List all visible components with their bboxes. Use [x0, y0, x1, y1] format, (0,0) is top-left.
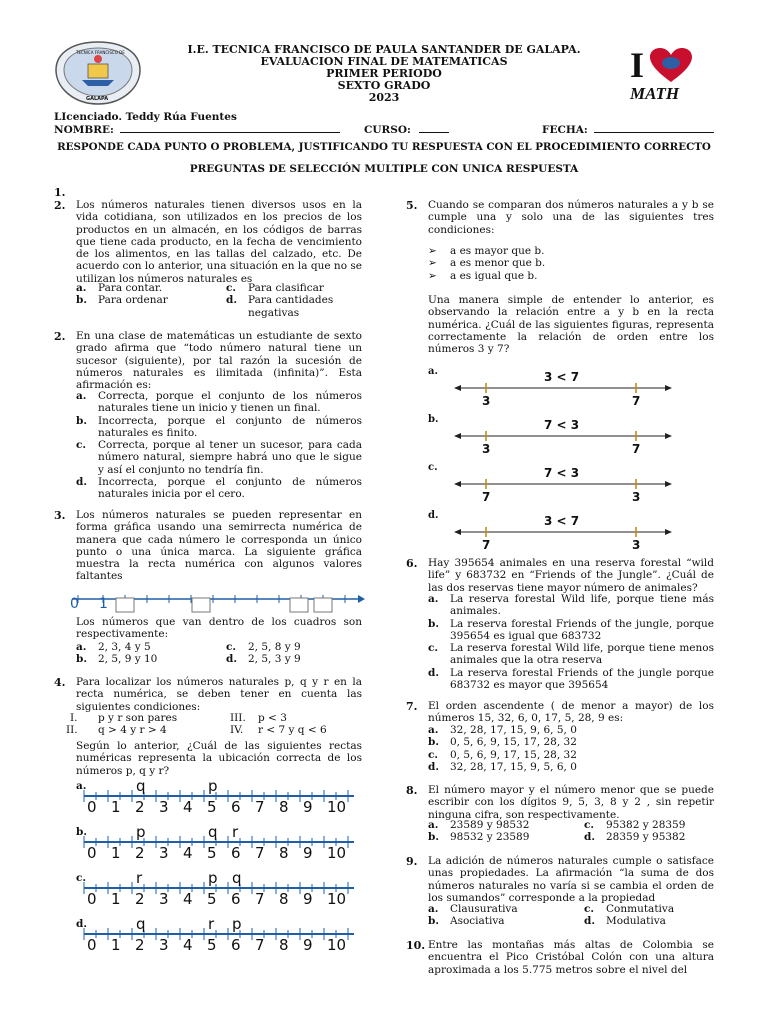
question-9-number: 9. [406, 855, 418, 868]
tick-label: 6 [231, 936, 241, 954]
option-d[interactable]: d. 2, 5, 3 y 9 [226, 653, 301, 666]
option-c[interactable]: c. Correcta, porque al tener un sucesor, para cada número natural, siempre habrá uno que le sigue y así el conjunto no tendría fin. [76, 439, 362, 476]
question-2a-options [76, 282, 366, 319]
question-8-options [428, 819, 718, 844]
option-c[interactable]: c. Conmutativa [584, 903, 675, 915]
option-a[interactable]: a. La reserva forestal Wild life, porque tiene más animales. [428, 593, 714, 618]
option-c[interactable]: c. La reserva forestal Wild life, porque tiene menos animales que la otra reserva [428, 642, 714, 667]
name-field[interactable] [120, 123, 340, 133]
section-title: PREGUNTAS DE SELECCIÓN MULTIPLE CON UNICA RESPUESTA [189, 163, 579, 175]
tick-label: 1 [111, 890, 121, 908]
instructions: RESPONDE CADA PUNTO O PROBLEMA, JUSTIFICANDO TU RESPUESTA CON EL PROCEDIMIENTO CORRECTO [57, 141, 711, 153]
q4-option-line[interactable] [70, 914, 370, 960]
tick-label: 0 [87, 798, 97, 816]
exam-period: PRIMER PERIODO [326, 67, 442, 80]
tick-label: 9 [303, 936, 313, 954]
tick-label: 4 [183, 890, 193, 908]
option-d[interactable]: d. 28359 y 95382 [584, 831, 686, 844]
option-c[interactable]: c. 2, 5, 8 y 9 [226, 641, 301, 653]
option-c[interactable]: c. 95382 y 28359 [584, 819, 686, 831]
tick-label: 7 [482, 538, 491, 552]
tick-label: 3 [482, 394, 491, 408]
figure-title: 7 < 3 [544, 418, 580, 432]
q5-option-figure[interactable] [426, 508, 716, 556]
point-label: r [232, 823, 239, 841]
tick-label: 4 [183, 936, 193, 954]
option-b[interactable]: b. La reserva forestal Friends of the jungle, porque 395654 es igual que 683732 [428, 617, 714, 642]
tick-label: 4 [183, 844, 193, 862]
line-label-1: 1 [99, 596, 108, 612]
option-b[interactable]: b. Asociativa [428, 915, 505, 928]
arrow-right-icon [665, 481, 672, 487]
arrow-right-icon [665, 385, 672, 391]
tick-label: 2 [135, 844, 145, 862]
option-a[interactable]: a. 32, 28, 17, 15, 9, 6, 5, 0 [428, 724, 577, 736]
logo-bottom-text: GALAPA [86, 96, 109, 102]
question-8-number: 8. [406, 784, 418, 797]
tick-label: 0 [87, 890, 97, 908]
blank-box[interactable] [314, 598, 332, 612]
question-5-text: Cuando se comparan dos números naturales a y b se cumple una y solo una de las siguientes tres condiciones: [428, 199, 714, 236]
tick-label: 1 [111, 844, 121, 862]
point-label: p [208, 777, 218, 795]
question-6-options [428, 593, 714, 691]
tick-label: 5 [207, 890, 217, 908]
option-letter: c. [428, 462, 438, 473]
option-c[interactable]: c. 0, 5, 6, 9, 17, 15, 28, 32 [428, 748, 577, 761]
list-item: ➢ a es mayor que b. [428, 245, 545, 257]
q4-option-line[interactable] [70, 868, 370, 914]
question-5-bullets [428, 245, 545, 282]
tick-label: 9 [303, 798, 313, 816]
option-d[interactable]: d. La reserva forestal Friends of the jungle porque 683732 es mayor que 395654 [428, 666, 714, 692]
course-label: CURSO: [364, 124, 411, 136]
tick-label: 7 [632, 442, 641, 456]
list-item: ➢ a es menor que b. [428, 257, 546, 270]
option-a[interactable]: a. Clausurativa [428, 903, 518, 915]
tick-label: 0 [87, 844, 97, 862]
arrow-left-icon [454, 433, 461, 439]
option-a[interactable]: a. 2, 3, 4 y 5 [76, 641, 151, 653]
tick-label: 3 [482, 442, 491, 456]
tick-label: 6 [231, 890, 241, 908]
point-label: p [232, 915, 242, 933]
blank-box[interactable] [116, 598, 134, 612]
option-d[interactable]: d. Modulativa [584, 915, 666, 928]
tick-label: 8 [279, 890, 289, 908]
point-label: p [208, 869, 218, 887]
question-6-text: Hay 395654 animales en una reserva forestal “wild life” y 683732 en “Friends of the Jungle”. ¿Cuál de las dos reservas tiene mayor número de animales? [428, 557, 714, 594]
figure-title: 3 < 7 [544, 370, 580, 384]
question-4-number-lines [70, 776, 370, 954]
question-5-figures [426, 364, 716, 554]
tick-label: 2 [135, 798, 145, 816]
tick-label: 1 [111, 798, 121, 816]
option-b[interactable]: b. 2, 5, 9 y 10 [76, 653, 158, 666]
option-b[interactable]: b. Para ordenar [76, 294, 168, 307]
point-label: r [136, 869, 143, 887]
tick-label: 3 [632, 538, 641, 552]
date-row [542, 123, 714, 136]
name-row [54, 123, 340, 136]
option-d[interactable]: d. Para cantidades negativas [226, 294, 334, 319]
question-9-text: La adición de números naturales cumple o satisface unas propiedades. La afirmación “la suma de dos números naturales no varía si se cambia el orden de los sumandos” corresponde a la propiedad [428, 855, 714, 904]
line-label-0: 0 [70, 596, 79, 612]
tick-label: 5 [207, 844, 217, 862]
tick-label: 0 [87, 936, 97, 954]
question-3-text: Los números naturales se pueden representar en forma gráfica usando una semirrecta numérica de manera que cada número le corresponda un único punto o una única marca. La siguiente gráfica muestra la recta numérica con algunos valores faltantes [76, 509, 362, 583]
heart-icon [650, 48, 692, 84]
question-3-number: 3. [54, 509, 66, 522]
arrow-right-icon [665, 433, 672, 439]
figure-title: 7 < 3 [544, 466, 580, 480]
option-d[interactable]: d. Incorrecta, porque el conjunto de números naturales inicia por el cero. [76, 476, 362, 501]
option-letter: d. [428, 510, 439, 521]
tick-label: 7 [255, 844, 265, 862]
option-letter: b. [76, 826, 87, 838]
point-label: q [208, 823, 218, 841]
option-letter: c. [76, 872, 87, 884]
question-5-number: 5. [406, 199, 418, 212]
name-label: NOMBRE: [54, 124, 114, 136]
i-love-math-logo [624, 42, 700, 106]
tick-label: 7 [255, 936, 265, 954]
logo-i: I [630, 45, 645, 85]
arrow-left-icon [454, 529, 461, 535]
tick-label: 7 [255, 798, 265, 816]
question-1-number: 1. [54, 186, 66, 199]
date-field[interactable] [594, 123, 714, 133]
question-9-options [428, 903, 718, 928]
blank-box[interactable] [192, 598, 210, 612]
tick-label: 1 [111, 936, 121, 954]
option-letter: a. [428, 366, 438, 377]
exam-grade: SEXTO GRADO [337, 79, 431, 92]
exam-title: EVALUACION FINAL DE MATEMATICAS [260, 55, 508, 68]
course-row [364, 123, 449, 136]
option-b[interactable]: b. 0, 5, 6, 9, 15, 17, 28, 32 [428, 736, 577, 749]
tick-label: 10 [327, 890, 347, 908]
option-b[interactable]: b. 98532 y 23589 [428, 831, 530, 844]
school-logo [52, 40, 144, 106]
logo-top-text: TECNICA FRANCISCO DE [76, 50, 125, 55]
tick-label: 3 [159, 798, 169, 816]
question-7-options [428, 724, 714, 773]
question-5-text2: Una manera simple de entender lo anterior, es observando la relación entre a y b en la recta numérica. ¿Cuál de las siguientes figuras, representa correctamente la relación de orden entre los números 3 y 7? [428, 294, 714, 356]
question-2b-number: 2. [54, 330, 66, 343]
question-6-number: 6. [406, 557, 418, 570]
tick-label: 5 [207, 936, 217, 954]
question-8-text: El número mayor y el número menor que se puede escribir con los dígitos 9, 5, 3, 8 y 2 , sin repetir ninguna cifra, son respectivamente. [428, 784, 714, 821]
figure-title: 3 < 7 [544, 514, 580, 528]
point-label: r [208, 915, 215, 933]
tick-label: 3 [632, 490, 641, 504]
option-d[interactable]: d. 32, 28, 17, 15, 9, 5, 6, 0 [428, 760, 577, 773]
tick-label: 8 [279, 844, 289, 862]
question-4-question: Según lo anterior, ¿Cuál de las siguientes rectas numéricas representa la ubicación correcta de los números p, q y r? [76, 740, 362, 777]
tick-label: 7 [255, 890, 265, 908]
tick-label: 6 [231, 844, 241, 862]
date-label: FECHA: [542, 124, 588, 136]
tick-label: 2 [135, 890, 145, 908]
question-10-text: Entre las montañas más altas de Colombia se encuentra el Pico Cristóbal Colón con una altura aproximada a los 5.775 metros sobre el nivel del [428, 939, 714, 976]
question-2a-number: 2. [54, 199, 66, 212]
point-label: q [136, 915, 146, 933]
question-2a-text: Los números naturales tienen diversos usos en la vida cotidiana, son utilizados en los precios de los productos en un almacén, en los códigos de barras que tiene cada producto, en la fecha de vencimiento de los alimentos, en las tallas del calzado, etc. De acuerdo con lo anterior, una situación en la que no se utilizan los números naturales es [76, 199, 362, 285]
tick-label: 8 [279, 936, 289, 954]
question-7-number: 7. [406, 700, 418, 713]
question-4-text: Para localizar los números naturales p, q y r en la recta numérica, se deben tener en cuenta las siguientes condiciones: [76, 676, 362, 713]
arrow-left-icon [454, 481, 461, 487]
arrow-left-icon [454, 385, 461, 391]
tick-label: 3 [159, 936, 169, 954]
q5-option-figure[interactable] [426, 412, 716, 460]
option-a[interactable]: a. Para contar. [76, 282, 163, 294]
point-label: q [136, 777, 146, 795]
question-2b-text: En una clase de matemáticas un estudiante de sexto grado afirma que “todo número natural tiene un sucesor (siguiente), por tal razón la sucesión de números naturales es ilimitada (infinita)”. Esta afirmación es: [76, 330, 362, 392]
tick-label: 6 [231, 798, 241, 816]
point-label: q [232, 869, 242, 887]
q5-option-figure[interactable] [426, 460, 716, 508]
tick-label: 10 [327, 936, 347, 954]
tick-label: 7 [632, 394, 641, 408]
arrow-right-icon [665, 529, 672, 535]
exam-year: 2023 [368, 91, 400, 104]
tick-label: 2 [135, 936, 145, 954]
tick-label: 4 [183, 798, 193, 816]
tick-label: 10 [327, 844, 347, 862]
number-line-semirrecta [68, 590, 366, 614]
tick-label: 8 [279, 798, 289, 816]
option-letter: d. [76, 918, 87, 930]
option-c[interactable]: c. Para clasificar [226, 282, 324, 294]
tick-label: 7 [482, 490, 491, 504]
teacher-name: LIcenciado. Teddy Rúa Fuentes [54, 111, 237, 123]
q4-option-line[interactable] [70, 822, 370, 868]
school-name: I.E. TECNICA FRANCISCO DE PAULA SANTANDER DE GALAPA. [187, 43, 581, 56]
question-3-after: Los números que van dentro de los cuadros son respectivamente: [76, 616, 362, 641]
question-7-text: El orden ascendente ( de menor a mayor) de los números 15, 32, 6, 0, 17, 5, 28, 9 es: [428, 700, 714, 725]
option-a[interactable]: a. Correcta, porque el conjunto de los números naturales tiene un inicio y tienen un final. [76, 390, 362, 415]
tick-label: 10 [327, 798, 347, 816]
tick-label: 9 [303, 890, 313, 908]
tick-label: 5 [207, 798, 217, 816]
point-label: p [136, 823, 146, 841]
question-10-number: 10. [406, 939, 426, 952]
tick-label: 3 [159, 844, 169, 862]
tick-label: 3 [159, 890, 169, 908]
question-3-options [76, 641, 366, 666]
option-a[interactable]: a. 23589 y 98532 [428, 819, 530, 831]
list-item: ➢ a es igual que b. [428, 269, 538, 282]
q4-option-line[interactable] [70, 776, 370, 822]
question-2b-options [76, 390, 362, 501]
blank-box[interactable] [290, 598, 308, 612]
option-letter: b. [428, 414, 439, 425]
q5-option-figure[interactable] [426, 364, 716, 412]
course-field[interactable] [419, 123, 449, 133]
option-b[interactable]: b. Incorrecta, porque el conjunto de números naturales es finito. [76, 414, 362, 439]
logo-math: MATH [630, 84, 680, 103]
option-letter: a. [76, 780, 87, 792]
tick-label: 9 [303, 844, 313, 862]
question-4-number: 4. [54, 676, 66, 689]
